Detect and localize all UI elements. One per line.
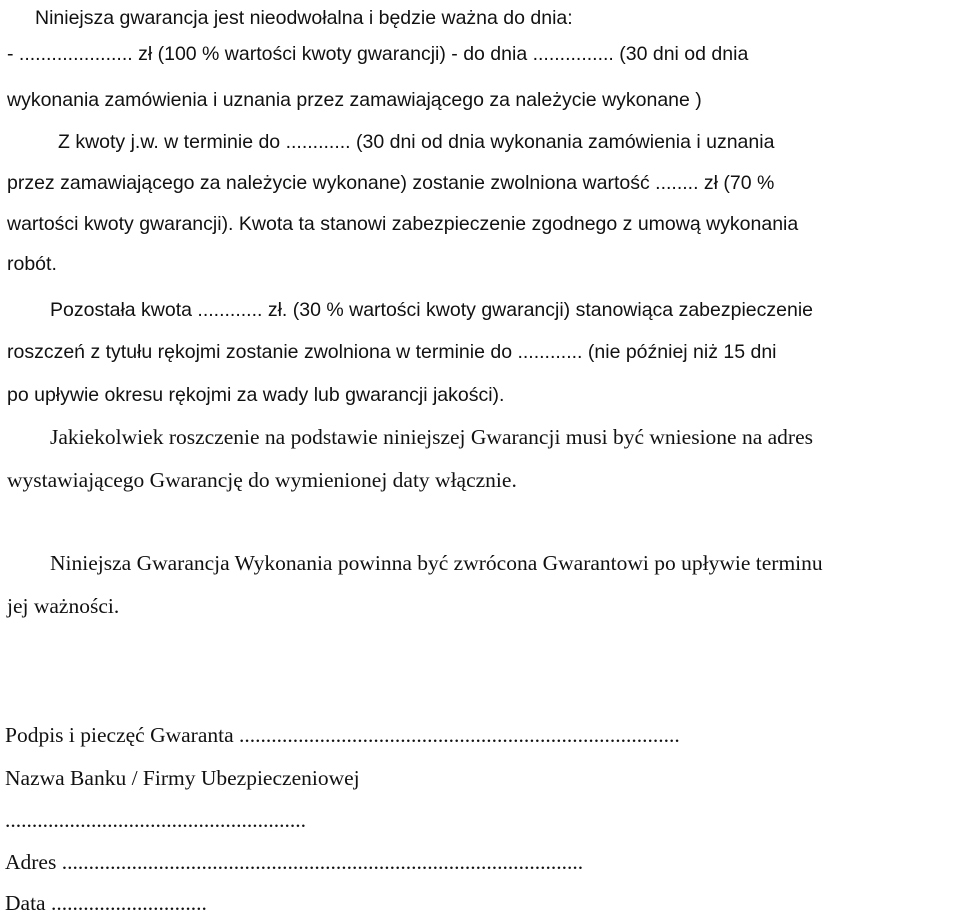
bank-name-label: Nazwa Banku / Firmy Ubezpieczeniowej (5, 766, 360, 790)
address-line: Adres ................................................................................................. (5, 850, 584, 874)
validity-line-5: wartości kwoty gwarancji). Kwota ta stanowi zabezpieczenie zgodnego z umową wykonania (7, 213, 799, 235)
signature-stamp-line: Podpis i pieczęć Gwaranta .................................................................................. (5, 723, 680, 747)
validity-line-9: po upływie okresu rękojmi za wady lub gwarancji jakości). (7, 384, 505, 406)
return-clause-line-2: jej ważności. (7, 594, 120, 618)
validity-line-4: przez zamawiającego za należycie wykonane) zostanie zwolniona wartość ........ zł (70 % (7, 172, 775, 194)
validity-line-3: Z kwoty j.w. w terminie do ............ (30 dni od dnia wykonania zamówienia i uznania (58, 131, 775, 153)
validity-line-1: - ..................... zł (100 % wartości kwoty gwarancji) - do dnia ............... (30 dni od dnia (7, 43, 749, 65)
validity-line-2: wykonania zamówienia i uznania przez zamawiającego za należycie wykonane ) (7, 89, 702, 111)
claims-line-2: wystawiającego Gwarancję do wymienionej daty włącznie. (7, 468, 517, 492)
validity-line-7: Pozostała kwota ............ zł. (30 % wartości kwoty gwarancji) stanowiąca zabezpieczenie (50, 299, 813, 321)
validity-intro: Niniejsza gwarancja jest nieodwołalna i będzie ważna do dnia: (35, 7, 573, 29)
return-clause-line-1: Niniejsza Gwarancja Wykonania powinna być zwrócona Gwarantowi po upływie terminu (50, 551, 823, 575)
bank-name-blank-line: ........................................................ (5, 808, 306, 832)
validity-line-8: roszczeń z tytułu rękojmi zostanie zwolniona w terminie do ............ (nie później niż 15 dni (7, 341, 777, 363)
claims-line-1: Jakiekolwiek roszczenie na podstawie niniejszej Gwarancji musi być wniesione na adres (50, 425, 813, 449)
date-line: Data ............................. (5, 891, 207, 915)
validity-line-6: robót. (7, 253, 57, 275)
